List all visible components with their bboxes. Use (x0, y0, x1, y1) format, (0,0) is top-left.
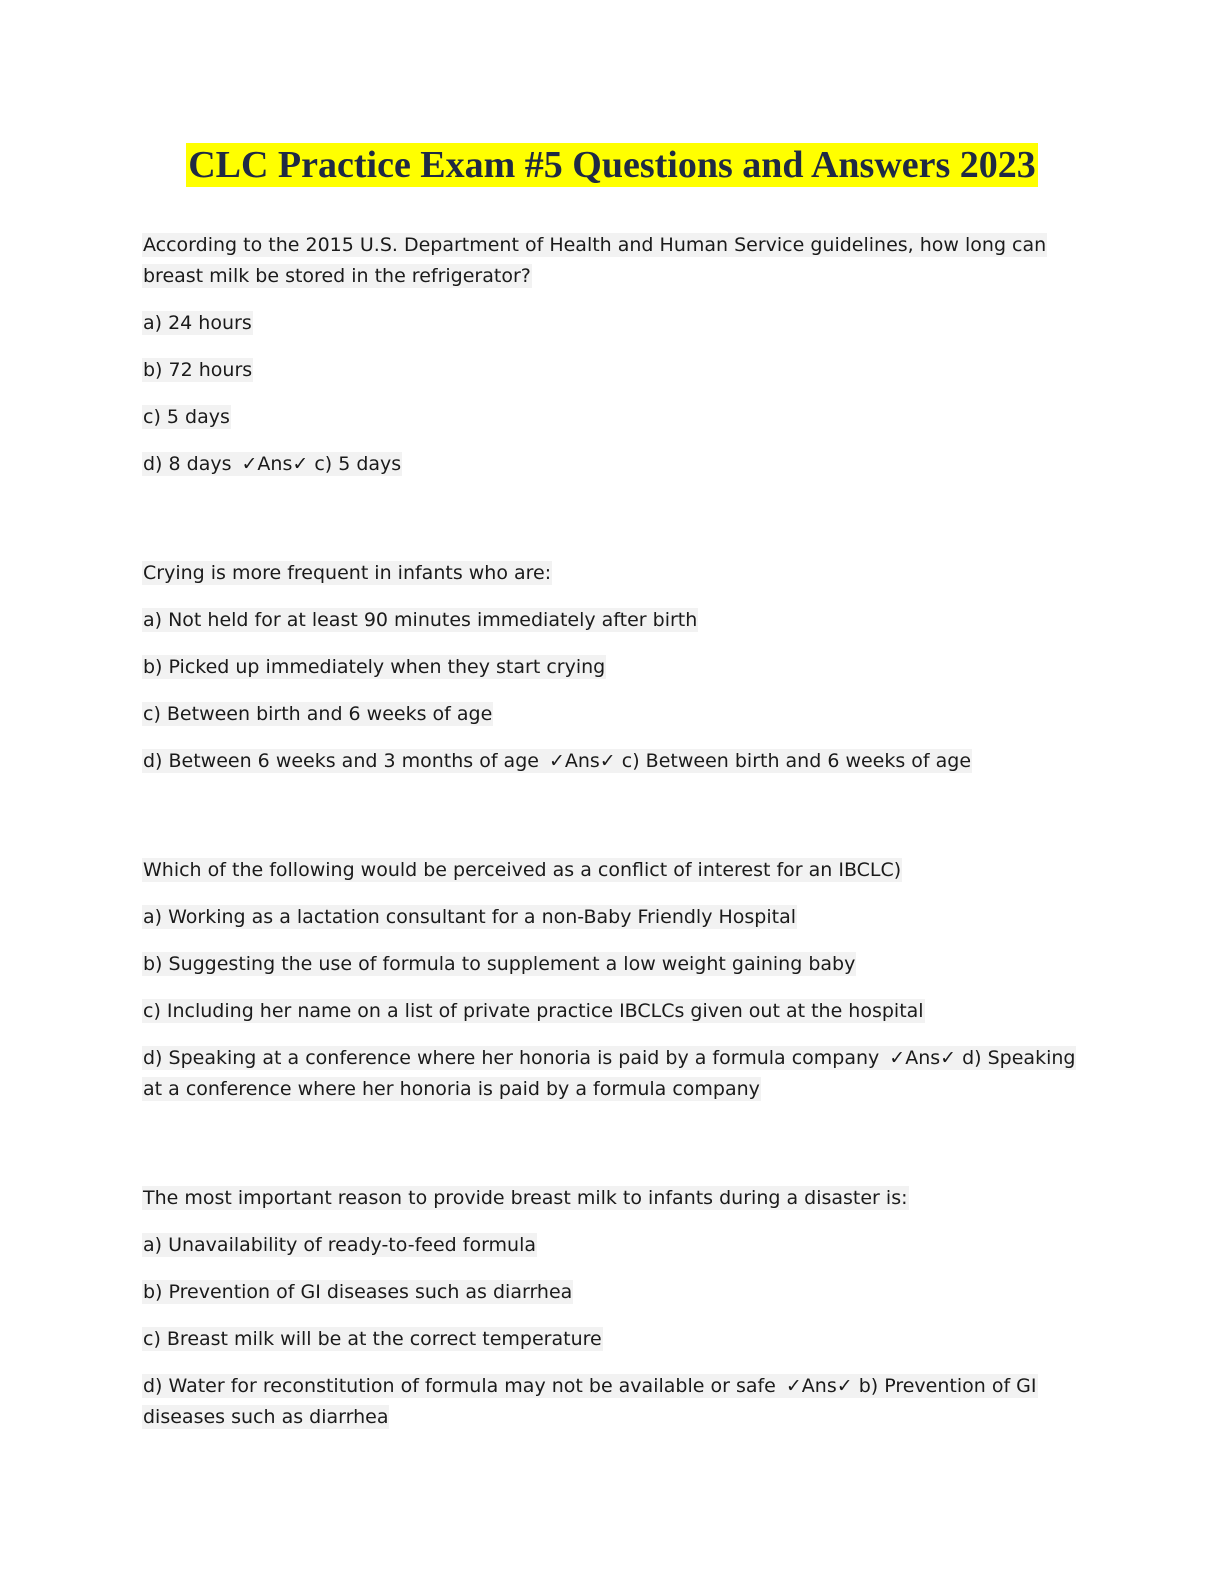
question-block (142, 1183, 1082, 1433)
answer-marker: ✓Ans✓ (889, 1047, 957, 1069)
page-title: CLC Practice Exam #5 Questions and Answers 2023 (188, 144, 1036, 186)
answer-option: c) Including her name on a list of private practice IBCLCs given out at the hospital (143, 1000, 924, 1022)
correct-answer: d) Speaking at a conference where her honoria is paid by a formula company (143, 1047, 1076, 1100)
answer-option: b) Suggesting the use of formula to supplement a low weight gaining baby (143, 953, 856, 975)
answer-option: c) Between birth and 6 weeks of age (143, 703, 493, 725)
answer-option-with-key (142, 1371, 1082, 1433)
last-option-text: d) Speaking at a conference where her honoria is paid by a formula company (143, 1047, 880, 1069)
question-stem: Crying is more frequent in infants who are: (143, 562, 552, 584)
answer-option-with-key (142, 449, 1082, 480)
answer-option: b) 72 hours (143, 359, 253, 381)
question-stem: Which of the following would be perceived as a conflict of interest for an IBCLC) (143, 859, 902, 881)
answer-option: a) Not held for at least 90 minutes immediately after birth (143, 609, 698, 631)
question-stem: According to the 2015 U.S. Department of Health and Human Service guidelines, how long can breast milk be stored in the refrigerator? (143, 234, 1047, 287)
question-stem: The most important reason to provide breast milk to infants during a disaster is: (143, 1187, 908, 1209)
answer-marker: ✓Ans✓ (548, 750, 616, 772)
answer-option: c) 5 days (143, 406, 230, 428)
answer-marker: ✓Ans✓ (241, 453, 309, 475)
correct-answer: c) Between birth and 6 weeks of age (621, 750, 972, 772)
correct-answer: b) Prevention of GI diseases such as diarrhea (143, 1375, 1037, 1428)
correct-answer: c) 5 days (314, 453, 402, 475)
question-block (142, 855, 1082, 1105)
answer-option: a) 24 hours (143, 312, 252, 334)
answer-option: a) Unavailability of ready-to-feed formula (143, 1234, 537, 1256)
answer-option: b) Prevention of GI diseases such as diarrhea (143, 1281, 573, 1303)
question-list (142, 230, 1082, 1483)
answer-option-with-key (142, 1043, 1082, 1105)
answer-option: c) Breast milk will be at the correct temperature (143, 1328, 602, 1350)
last-option-text: d) 8 days (143, 453, 232, 475)
question-block (142, 230, 1082, 480)
question-block (142, 558, 1082, 777)
last-option-text: d) Between 6 weeks and 3 months of age (143, 750, 539, 772)
last-option-text: d) Water for reconstitution of formula may not be available or safe (143, 1375, 776, 1397)
answer-marker: ✓Ans✓ (785, 1375, 853, 1397)
answer-option-with-key (142, 746, 1082, 777)
title-container (0, 143, 1224, 187)
answer-option: b) Picked up immediately when they start crying (143, 656, 606, 678)
answer-option: a) Working as a lactation consultant for a non-Baby Friendly Hospital (143, 906, 797, 928)
